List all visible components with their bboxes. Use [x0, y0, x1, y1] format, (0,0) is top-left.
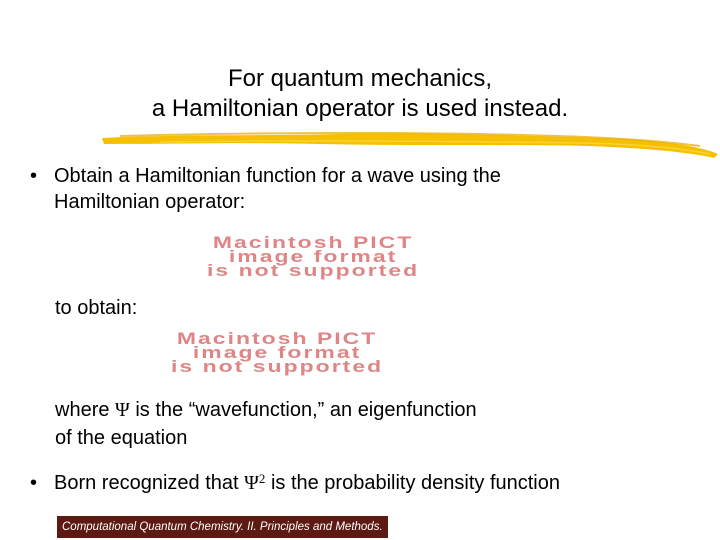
pict-line-1: Macintosh PICT: [212, 233, 414, 252]
pict-line-1: Macintosh PICT: [176, 329, 378, 348]
title-line-2: a Hamiltonian operator is used instead.: [151, 95, 569, 122]
bullet-dot: •: [30, 472, 38, 494]
to-obtain-label: to obtain:: [55, 297, 138, 319]
pict-placeholder-image-2: [171, 329, 384, 376]
bullet-1-line-1: Obtain a Hamiltonian function for a wave using the: [54, 165, 501, 187]
born-prefix: Born recognized that: [54, 472, 245, 494]
squared-superscript: 2: [258, 471, 266, 486]
slide-title: [60, 64, 660, 124]
born-suffix: is the probability density function: [265, 472, 560, 494]
where-prefix: where: [55, 399, 116, 421]
title-line-1: For quantum mechanics,: [227, 65, 493, 92]
psi-symbol: Ψ: [244, 472, 259, 494]
bullet-dot: •: [30, 165, 38, 187]
pict-line-3: is not supported: [171, 357, 384, 376]
where-line-2: of the equation: [55, 427, 188, 449]
pict-placeholder-image-1: [207, 233, 420, 280]
psi-symbol: Ψ: [115, 399, 130, 421]
pict-line-3: is not supported: [207, 261, 420, 280]
bullet-1-line-2: Hamiltonian operator:: [54, 191, 246, 213]
where-suffix: is the “wavefunction,” an eigenfunction: [129, 399, 477, 421]
title-underline-brush-stroke: [100, 124, 720, 164]
wavefunction-definition: [55, 396, 477, 452]
footer-caption: Computational Quantum Chemistry. II. Principles and Methods.: [57, 516, 388, 538]
pict-line-2: image format: [228, 247, 398, 266]
pict-line-2: image format: [192, 343, 362, 362]
